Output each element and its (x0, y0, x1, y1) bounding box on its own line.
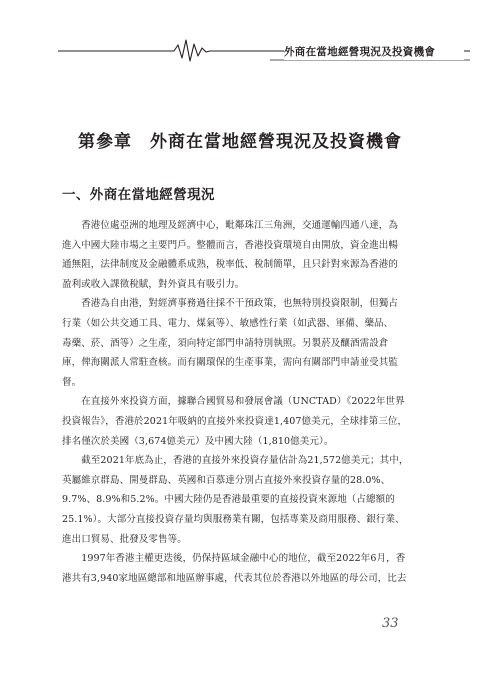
body-line: 1997年香港主權更迭後，仍保持區域金融中心的地位，截至2022年6月，香 (62, 553, 406, 565)
body-line: 督。 (62, 376, 82, 388)
body-line: 投資報告》，香港於2021年吸納的直接外來投資達1,407億美元，全球排第三位， (62, 415, 408, 427)
body-line: 香港為自由港，對經濟事務過往採不干預政策，也無特別投資限制，但獨占 (62, 298, 399, 310)
body-line: 排名僅次於美國（3,674億美元）及中國大陸（1,810億美元）。 (62, 435, 334, 447)
body-line: 英屬維京群島、開曼群島、英國和百慕達分別占直接外來投資存量的28.0%、 (62, 474, 391, 486)
body-line: 在直接外來投資方面，據聯合國貿易和發展會議（UNCTAD）《2022年世界 (62, 396, 405, 408)
section-heading: 一、外商在當地經營現況 (62, 187, 215, 203)
body-line: 進入中國大陸市場之主要門戶。整體而言，香港投資環境自由開放，資金進出暢 (62, 239, 399, 251)
body-line: 截至2021年底為止，香港的直接外來投資存量估計為21,572億美元；其中， (62, 455, 409, 467)
body-line: 25.1%）。大部分直接投資存量均與服務業有關，包括專業及商用服務、銀行業、 (62, 513, 405, 525)
body-line: 9.7%、8.9%和5.2%。中國大陸仍是香港最重要的直接投資來源地（占總額的 (62, 494, 395, 506)
body-line: 盈利或收入課徵稅賦，對外資具有吸引力。 (62, 278, 245, 290)
body-line: 進出口貿易、批發及零售等。 (62, 533, 187, 545)
body-line: 港共有3,940家地區總部和地區辦事處，代表其位於香港以外地區的母公司，比去 (62, 572, 407, 584)
body-line: 通無阻，法律制度及金融體系成熟，稅率低、稅制簡單，且只針對來源為香港的 (62, 259, 399, 271)
body-line: 毒藥、菸、酒等）之生產，須向特定部門申請特別執照。另製菸及釀酒需設倉 (62, 337, 389, 349)
body-line: 庫，俾海關派人常駐查核。而有關環保的生產事業，需向有關部門申請並受其監 (62, 357, 399, 369)
page-number: 33 (382, 616, 399, 631)
body-text (62, 216, 422, 588)
chapter-title: 第參章 外商在當地經營現況及投資機會 (78, 132, 402, 152)
body-line: 香港位處亞洲的地理及經濟中心，毗鄰珠江三角洲，交通運輸四通八達，為 (62, 220, 399, 231)
body-line: 行業（如公共交通工具、電力、煤氣等）、敏感性行業（如武器、軍備、藥品、 (62, 317, 394, 329)
running-header-title: 外商在當地經營現況及投資機會 (284, 44, 464, 60)
running-header (0, 36, 480, 66)
